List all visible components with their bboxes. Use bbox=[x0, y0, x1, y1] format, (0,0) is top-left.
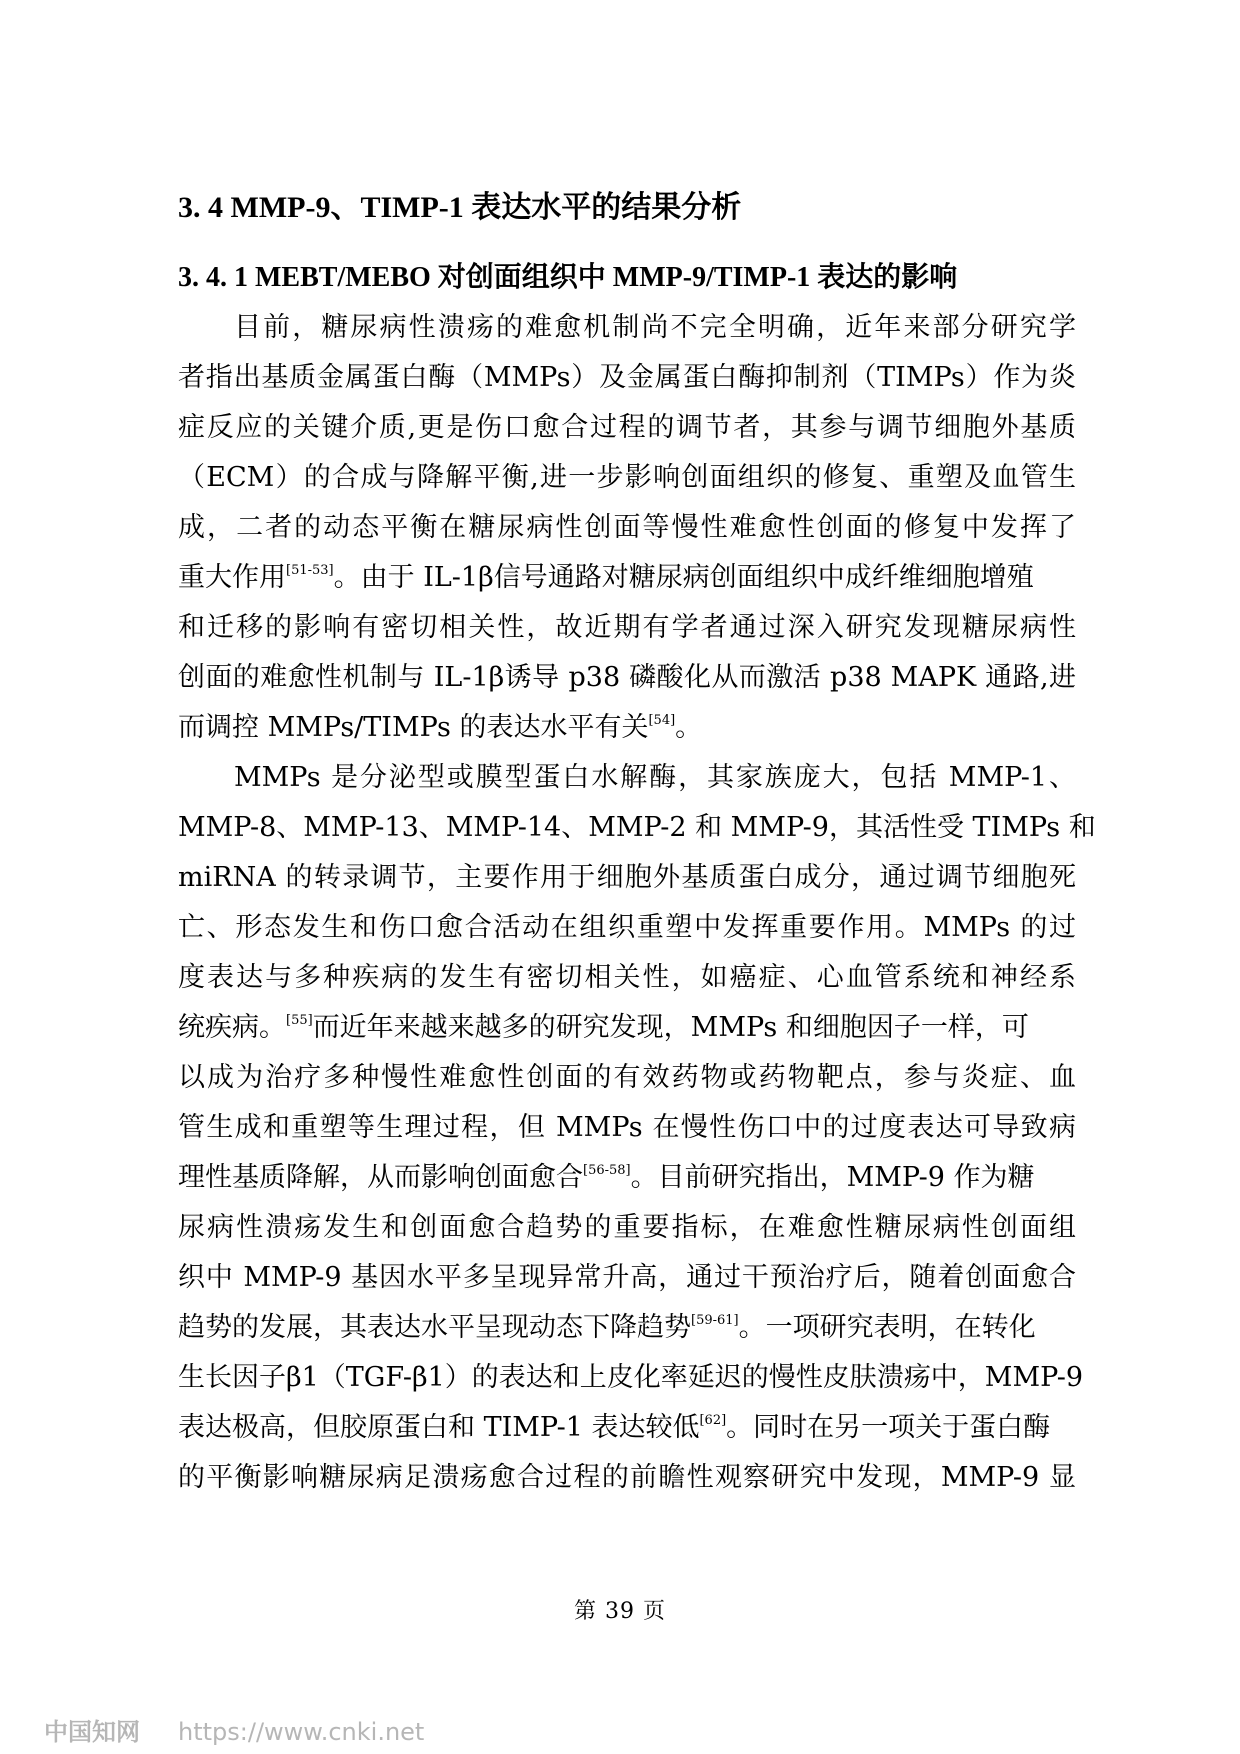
text-line: 织中 MMP-9 基因水平多呈现异常升高，通过干预治疗后，随着创面愈合 bbox=[178, 1262, 1076, 1293]
text-fragment: 趋势的发展，其表达水平呈现动态下降趋势 bbox=[178, 1312, 691, 1343]
text-line: 尿病性溃疡发生和创面愈合趋势的重要指标，在难愈性糖尿病性创面组 bbox=[178, 1212, 1076, 1243]
watermark-url: https://www.cnki.net bbox=[178, 1718, 425, 1746]
text-line: miRNA 的转录调节，主要作用于细胞外基质蛋白成分，通过调节细胞死 bbox=[178, 862, 1076, 893]
text-line: MMP-8、MMP-13、MMP-14、MMP-2 和 MMP-9，其活性受 TIMPs 和 bbox=[178, 812, 1096, 843]
text-line bbox=[178, 1403, 1076, 1453]
section-heading: 3. 4 MMP-9、TIMP-1 表达水平的结果分析 bbox=[178, 191, 742, 224]
text-line: 管生成和重塑等生理过程，但 MMPs 在慢性伤口中的过度表达可导致病 bbox=[178, 1112, 1076, 1143]
text-line: 和迁移的影响有密切相关性，故近期有学者通过深入研究发现糖尿病性 bbox=[178, 612, 1076, 643]
text-fragment: 。一项研究表明，在转化 bbox=[738, 1312, 1036, 1343]
citation-ref: [55] bbox=[286, 1013, 313, 1028]
text-line bbox=[178, 703, 1076, 753]
text-line: 的平衡影响糖尿病足溃疡愈合过程的前瞻性观察研究中发现，MMP-9 显 bbox=[178, 1462, 1076, 1493]
page-number: 第 39 页 bbox=[574, 1599, 666, 1624]
watermark-brand: 中国知网 bbox=[44, 1718, 140, 1746]
text-line: 以成为治疗多种慢性难愈性创面的有效药物或药物靶点，参与炎症、血 bbox=[178, 1062, 1076, 1093]
text-line: 者指出基质金属蛋白酶（MMPs）及金属蛋白酶抑制剂（TIMPs）作为炎 bbox=[178, 362, 1076, 393]
text-fragment: 表达极高，但胶原蛋白和 TIMP-1 表达较低 bbox=[178, 1412, 700, 1443]
text-line: 亡、形态发生和伤口愈合活动在组织重塑中发挥重要作用。MMPs 的过 bbox=[178, 912, 1076, 943]
text-line: 目前，糖尿病性溃疡的难愈机制尚不完全明确，近年来部分研究学 bbox=[234, 312, 1076, 343]
text-line: 度表达与多种疾病的发生有密切相关性，如癌症、心血管系统和神经系 bbox=[178, 962, 1076, 993]
text-fragment: 而近年来越来越多的研究发现，MMPs 和细胞因子一样，可 bbox=[312, 1012, 1029, 1043]
text-fragment: 而调控 MMPs/TIMPs 的表达水平有关 bbox=[178, 712, 649, 743]
text-line: 生长因子β1（TGF-β1）的表达和上皮化率延迟的慢性皮肤溃疡中，MMP-9 bbox=[178, 1362, 1084, 1393]
subsection-heading: 3. 4. 1 MEBT/MEBO 对创面组织中 MMP-9/TIMP-1 表达的影响 bbox=[178, 262, 958, 293]
text-line bbox=[178, 1153, 1076, 1203]
text-fragment: 。 bbox=[675, 712, 703, 743]
text-fragment: 统疾病。 bbox=[178, 1012, 286, 1043]
text-fragment: 。由于 IL-1β信号通路对糖尿病创面组织中成纤维细胞增殖 bbox=[333, 562, 1034, 593]
citation-ref: [59-61] bbox=[691, 1313, 739, 1328]
citation-ref: [62] bbox=[699, 1413, 727, 1428]
text-line: （ECM）的合成与降解平衡,进一步影响创面组织的修复、重塑及血管生 bbox=[178, 462, 1076, 493]
text-fragment: 。同时在另一项关于蛋白酶 bbox=[726, 1412, 1051, 1443]
paragraph-1 bbox=[178, 303, 1076, 753]
paragraph-2 bbox=[178, 753, 1096, 1503]
text-line: 症反应的关键介质,更是伤口愈合过程的调节者，其参与调节细胞外基质 bbox=[178, 412, 1076, 443]
text-line: 成，二者的动态平衡在糖尿病性创面等慢性难愈性创面的修复中发挥了 bbox=[178, 512, 1076, 543]
citation-ref: [54] bbox=[648, 713, 676, 728]
text-line bbox=[178, 553, 1076, 603]
text-line: MMPs 是分泌型或膜型蛋白水解酶，其家族庞大，包括 MMP-1、 bbox=[234, 762, 1076, 793]
text-line bbox=[178, 1303, 1076, 1353]
citation-ref: [51-53] bbox=[286, 563, 334, 578]
cnki-watermark bbox=[44, 1718, 424, 1746]
text-fragment: 重大作用 bbox=[178, 562, 286, 593]
text-line bbox=[178, 1003, 1076, 1053]
text-fragment: 。目前研究指出，MMP-9 作为糖 bbox=[630, 1162, 1035, 1193]
citation-ref: [56-58] bbox=[583, 1163, 631, 1178]
text-fragment: 理性基质降解，从而影响创面愈合 bbox=[178, 1162, 583, 1193]
text-line: 创面的难愈性机制与 IL-1β诱导 p38 磷酸化从而激活 p38 MAPK 通路,进 bbox=[178, 662, 1076, 693]
